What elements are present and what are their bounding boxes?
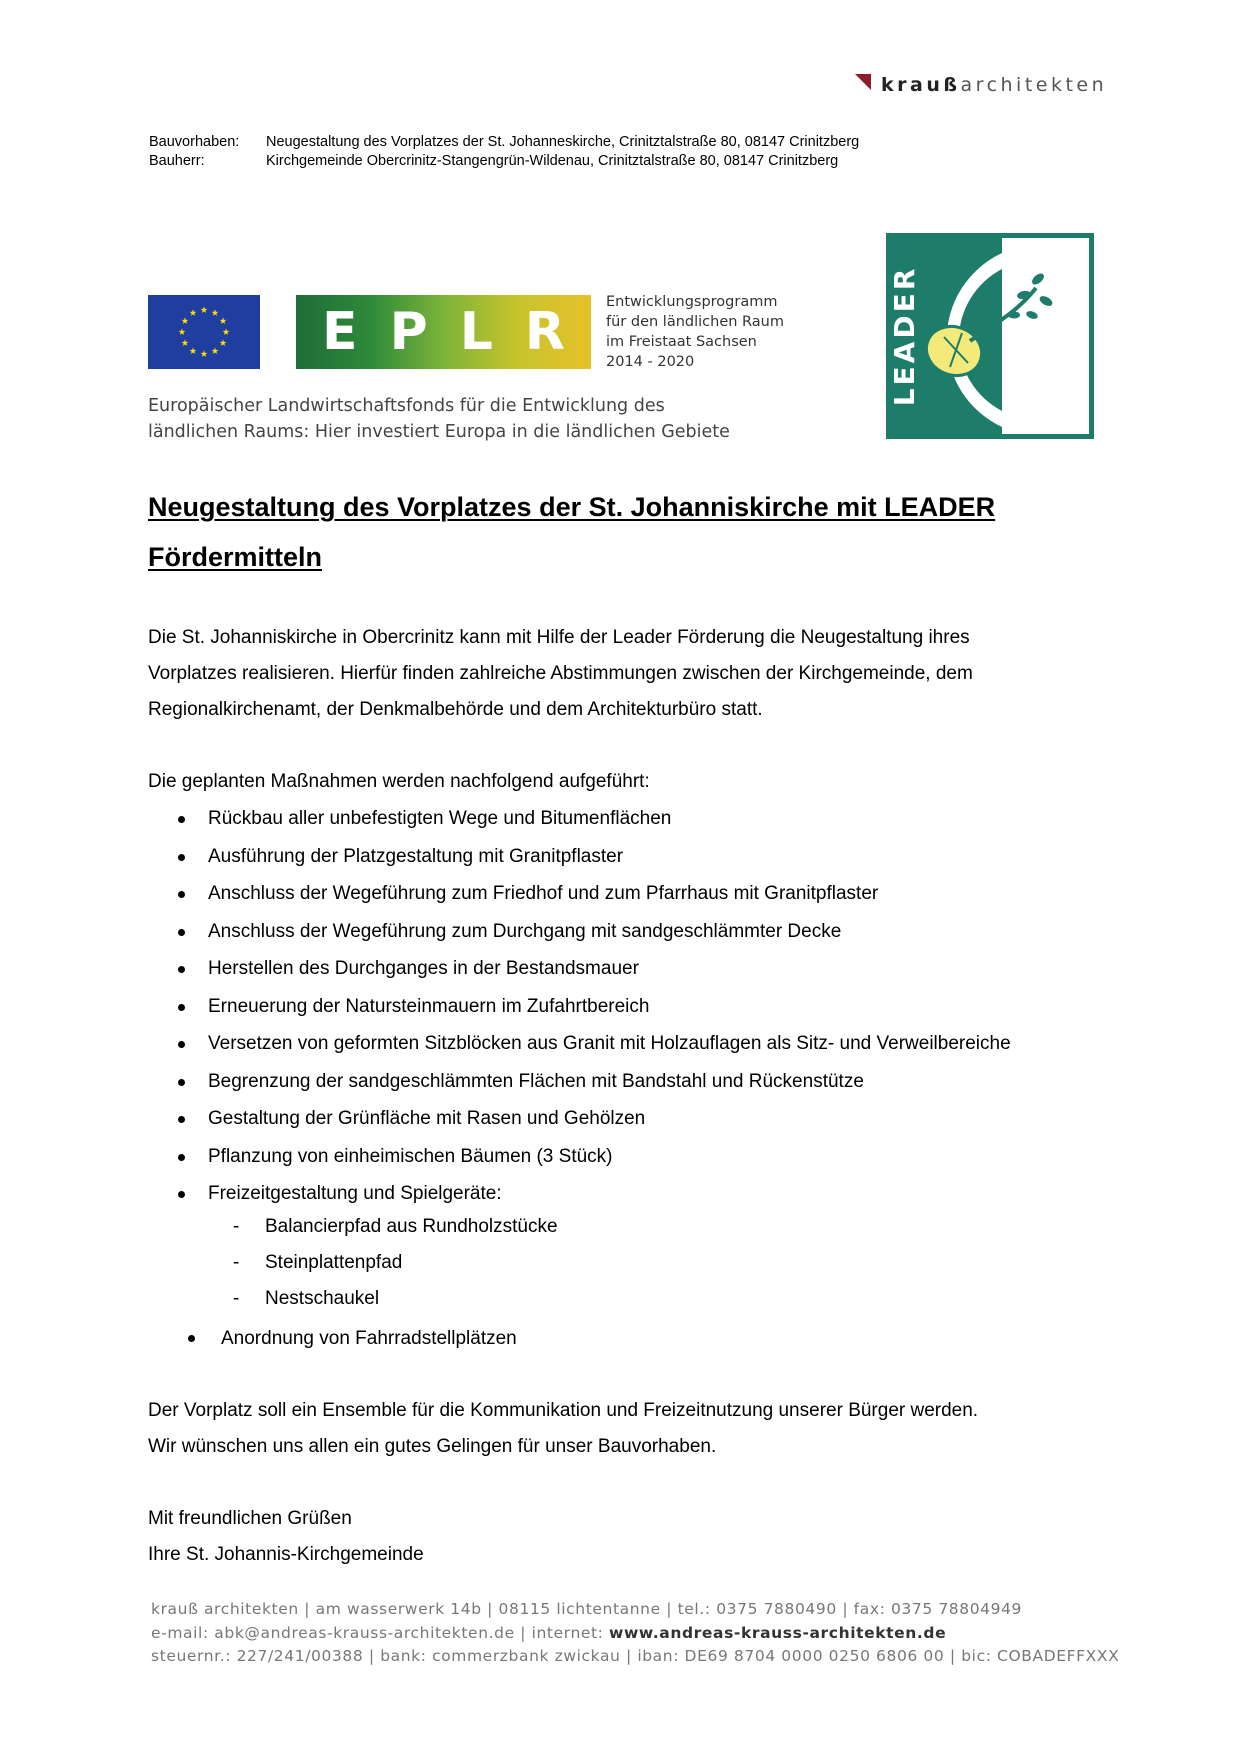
title-line: Neugestaltung des Vorplatzes der St. Johanniskirche mit LEADER xyxy=(148,492,996,522)
list-item xyxy=(172,1175,1011,1213)
eplr-letter: L xyxy=(459,302,493,362)
paragraph-line: Der Vorplatz soll ein Ensemble für die Kommunikation und Freizeitnutzung unserer Bürger werden. xyxy=(148,1400,979,1421)
leader-emblem-icon xyxy=(886,233,1094,439)
eu-star-icon xyxy=(190,347,197,354)
paragraph-line: Wir wünschen uns allen ein gutes Gelingen für unser Bauvorhaben. xyxy=(148,1436,717,1457)
footer-contact xyxy=(151,1622,1119,1646)
brand-name-light: architekten xyxy=(960,74,1108,96)
bullet-icon xyxy=(178,1191,185,1198)
footer-email: e-mail: abk@andreas-krauss-architekten.de | internet: xyxy=(151,1623,610,1642)
eu-caption-line: ländlichen Raums: Hier investiert Europa in die ländlichen Gebiete xyxy=(148,422,730,442)
dash-icon: - xyxy=(233,1252,240,1273)
eu-caption xyxy=(148,393,730,445)
eu-star-icon xyxy=(212,309,219,316)
bullet-icon xyxy=(178,816,185,823)
footer-bank: steuernr.: 227/241/00388 | bank: commerzbank zwickau | iban: DE69 8704 0000 0250 6806 00 | bic: COBADEFFXXX xyxy=(151,1647,1120,1665)
list-item-text: Freizeitgestaltung und Spielgeräte: xyxy=(208,1183,502,1204)
eplr-text-line: 2014 - 2020 xyxy=(606,354,695,370)
bullet-icon xyxy=(178,1041,185,1048)
list-item xyxy=(172,1025,1011,1063)
list-item-text: Ausführung der Platzgestaltung mit Granitpflaster xyxy=(208,845,624,867)
bullet-icon xyxy=(178,966,185,973)
sub-list-item xyxy=(233,1281,558,1317)
brand-logo xyxy=(855,74,1107,96)
brand-mark-icon xyxy=(855,74,871,90)
footer-website-link[interactable]: www.andreas-krauss-architekten.de xyxy=(609,1623,947,1642)
list-item-text: Pflanzung von einheimischen Bäumen (3 Stück) xyxy=(208,1145,613,1167)
list-item xyxy=(172,1138,1011,1176)
brand-name-bold: krauß xyxy=(881,74,961,96)
project-row xyxy=(149,133,859,152)
list-item xyxy=(172,800,1011,838)
eplr-letter: R xyxy=(524,302,565,362)
dash-icon: - xyxy=(233,1216,240,1237)
eplr-letter: P xyxy=(389,302,428,362)
bullet-icon xyxy=(178,891,185,898)
list-item xyxy=(172,950,1011,988)
list-item xyxy=(172,913,1011,951)
bullet-icon xyxy=(178,1154,185,1161)
list-item-text: Versetzen von geformten Sitzblöcken aus Granit mit Holzauflagen als Sitz- und Verweilbereiche xyxy=(208,1033,1011,1054)
client-row xyxy=(149,152,859,171)
closing-paragraph xyxy=(148,1393,978,1465)
list-item-text: Gestaltung der Grünfläche mit Rasen und Gehölzen xyxy=(208,1108,646,1129)
project-value: Neugestaltung des Vorplatzes der St. Johanneskirche, Crinitztalstraße 80, 08147 Crinitzberg xyxy=(266,134,860,150)
footer xyxy=(151,1598,1119,1669)
eu-star-icon xyxy=(179,328,186,335)
list-item-text: Anschluss der Wegeführung zum Friedhof und zum Pfarrhaus mit Granitpflaster xyxy=(208,883,879,904)
eu-star-icon xyxy=(220,339,227,346)
play-equipment-list xyxy=(233,1209,558,1317)
eu-caption-line: Europäischer Landwirtschaftsfonds für die Entwicklung des xyxy=(148,396,665,416)
list-item xyxy=(172,838,1011,876)
client-value: Kirchgemeinde Obercrinitz-Stangengrün-Wildenau, Crinitztalstraße 80, 08147 Crinitzberg xyxy=(266,153,839,169)
eu-flag-logo xyxy=(148,295,260,369)
list-item xyxy=(172,988,1011,1026)
list-item-text: Anordnung von Fahrradstellplätzen xyxy=(221,1328,517,1349)
list-item xyxy=(172,1100,1011,1138)
eu-star-icon xyxy=(182,339,189,346)
list-item xyxy=(188,1320,517,1357)
sub-list-item-text: Balancierpfad aus Rundholzstücke xyxy=(265,1216,558,1237)
list-item-text: Erneuerung der Natursteinmauern im Zufahrtbereich xyxy=(208,995,650,1017)
eu-star-icon xyxy=(190,309,197,316)
sub-list-item-text: Nestschaukel xyxy=(265,1288,380,1309)
title-line: Fördermitteln xyxy=(148,542,323,572)
project-label: Bauvorhaben: xyxy=(149,134,240,150)
bullet-icon xyxy=(178,1116,185,1123)
bullet-icon xyxy=(178,1079,185,1086)
list-item-text: Anschluss der Wegeführung zum Durchgang mit sandgeschlämmter Decke xyxy=(208,920,842,942)
paragraph-line: Regionalkirchenamt, der Denkmalbehörde und dem Architekturbüro statt. xyxy=(148,699,763,720)
eplr-logo xyxy=(296,295,591,369)
sub-list-item-text: Steinplattenpfad xyxy=(265,1252,403,1273)
dash-icon: - xyxy=(233,1288,240,1309)
paragraph-line: Vorplatzes realisieren. Hierfür finden zahlreiche Abstimmungen zwischen der Kirchgemeinde, dem xyxy=(148,663,973,684)
eplr-text-line: für den ländlichen Raum xyxy=(606,314,784,330)
list-item-text: Begrenzung der sandgeschlämmten Flächen mit Bandstahl und Rückenstütze xyxy=(208,1070,864,1092)
bullet-icon xyxy=(178,854,185,861)
bullet-icon xyxy=(178,1004,185,1011)
eu-star-icon xyxy=(201,306,208,313)
page-title xyxy=(148,482,1108,582)
greeting-line: Mit freundlichen Grüßen xyxy=(148,1508,352,1529)
eu-star-icon xyxy=(201,350,208,357)
eplr-letter: E xyxy=(322,302,358,362)
client-label: Bauherr: xyxy=(149,153,205,169)
leader-text: LEADER xyxy=(888,265,921,407)
signature-line: Ihre St. Johannis-Kirchgemeinde xyxy=(148,1544,424,1565)
footer-address: krauß architekten | am wasserwerk 14b | 08115 lichtentanne | tel.: 0375 7880490 | fax: 0375 78804949 xyxy=(151,1600,1023,1618)
eplr-description xyxy=(606,292,784,372)
list-item-text: Rückbau aller unbefestigten Wege und Bitumenflächen xyxy=(208,808,672,829)
measures-intro: Die geplanten Maßnahmen werden nachfolgend aufgeführt: xyxy=(148,771,650,792)
list-item xyxy=(172,875,1011,913)
intro-paragraph xyxy=(148,620,973,728)
paragraph-line: Die St. Johanniskirche in Obercrinitz kann mit Hilfe der Leader Förderung die Neugestaltung ihres xyxy=(148,627,970,648)
signature-block xyxy=(148,1501,424,1573)
eplr-text-line: Entwicklungsprogramm xyxy=(606,294,778,310)
sub-list-item xyxy=(233,1209,558,1245)
eu-star-icon xyxy=(212,347,219,354)
sub-list-item xyxy=(233,1245,558,1281)
eplr-text-line: im Freistaat Sachsen xyxy=(606,334,757,350)
leader-logo xyxy=(886,233,1094,439)
eu-star-icon xyxy=(182,317,189,324)
list-item xyxy=(172,1063,1011,1101)
eu-stars-icon xyxy=(148,295,260,369)
project-info xyxy=(149,133,859,171)
eu-star-icon xyxy=(223,328,230,335)
list-item-text: Herstellen des Durchganges in der Bestandsmauer xyxy=(208,958,639,979)
measures-list xyxy=(172,800,1011,1213)
bullet-icon xyxy=(178,929,185,936)
eu-star-icon xyxy=(220,317,227,324)
bullet-icon xyxy=(188,1335,195,1342)
